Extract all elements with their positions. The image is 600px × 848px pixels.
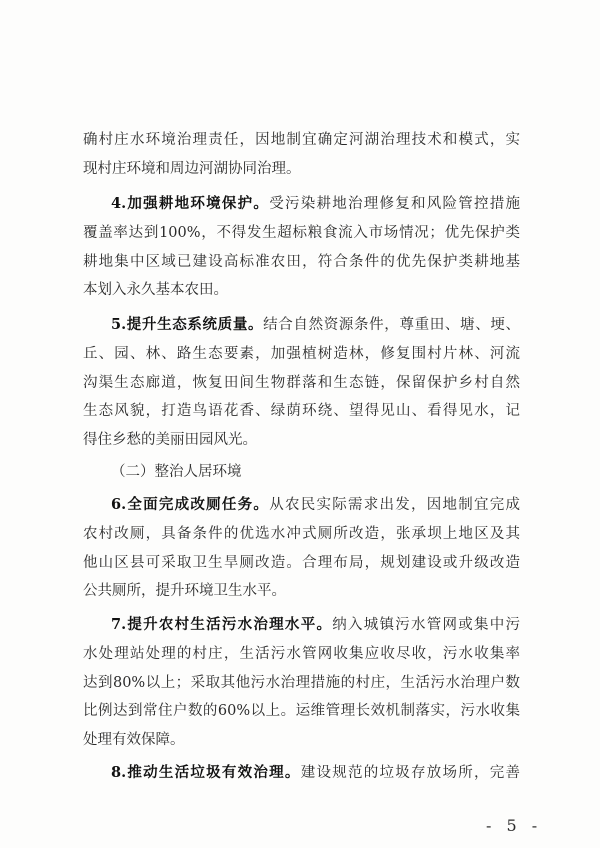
section-title: （二）整治人居环境: [111, 464, 242, 480]
text-line: 水处理站处理的村庄，生活污水管网收集应收尽收，污水收集率: [83, 645, 520, 662]
text-line: 处理有效保障。: [83, 732, 185, 749]
text-line: 他山区县可采取卫生旱厕改造。合理布局，规划建设或升级改造: [83, 554, 520, 571]
paragraph-4: [83, 190, 520, 305]
paragraph-heading: 8.推动生活垃圾有效治理。: [111, 764, 301, 781]
paragraph-heading: 4.加强耕地环境保护。: [111, 195, 270, 212]
text-line: 比例达到常住户数的60%以上。运维管理长效机制落实，污水收集: [83, 703, 520, 720]
text-line-first: [83, 759, 520, 788]
text-line: 纳入城镇污水管网或集中污: [332, 617, 521, 633]
text-line: 生态风貌，打造鸟语花香、绿荫环绕、望得见山、看得见水，记: [83, 403, 520, 420]
section-heading: [83, 458, 520, 487]
text-line: 受污染耕地治理修复和风险管控措施: [269, 196, 521, 212]
text-line-first: [83, 311, 520, 340]
paragraph-heading: 5.提升生态系统质量。: [111, 316, 264, 333]
text-line: 达到80%以上；采取其他污水治理措施的村庄，生活污水治理户数: [83, 674, 520, 691]
text-line: 得住乡愁的美丽田园风光。: [83, 432, 257, 449]
text-line: 本划入永久基本农田。: [83, 282, 228, 299]
paragraph-8: [83, 759, 520, 788]
paragraph-heading: 6.全面完成改厕任务。: [111, 496, 270, 513]
page-number: - 5 -: [486, 816, 543, 835]
text-line-first: [83, 611, 520, 640]
paragraph-7: [83, 611, 520, 755]
text-line: 确村庄水环境治理责任，因地制宜确定河湖治理技术和模式，实: [83, 132, 520, 148]
paragraph-heading: 7.提升农村生活污水治理水平。: [111, 616, 333, 633]
paragraph-5: [83, 311, 520, 455]
text-line: 现村庄环境和周边河湖协同治理。: [83, 160, 301, 177]
text-line-first: [83, 190, 520, 219]
text-line: 覆盖率达到100%，不得发生超标粮食流入市场情况；优先保护类: [83, 224, 520, 241]
paragraph-6: [83, 491, 520, 606]
text-line: 沟渠生态廊道，恢复田间生物群落和生态链，保留保护乡村自然: [83, 374, 520, 391]
text-line: 农村改厕，具备条件的优选水冲式厕所改造，张承坝上地区及其: [83, 525, 520, 542]
text-line: 公共厕所，提升环境卫生水平。: [83, 583, 286, 600]
text-line: 从农民实际需求出发，因地制宜完成: [269, 497, 521, 513]
text-line: 耕地集中区域已建设高标准农田，符合条件的优先保护类耕地基: [83, 253, 520, 270]
text-line: 丘、园、林、路生态要素，加强植树造林，修复围村片林、河流: [83, 345, 520, 362]
text-line-first: [83, 491, 520, 520]
text-line: 建设规范的垃圾存放场所，完善: [300, 765, 521, 781]
paragraph-3-continued: [83, 126, 520, 184]
text-line: 结合自然资源条件，尊重田、塘、埂、: [263, 317, 520, 333]
